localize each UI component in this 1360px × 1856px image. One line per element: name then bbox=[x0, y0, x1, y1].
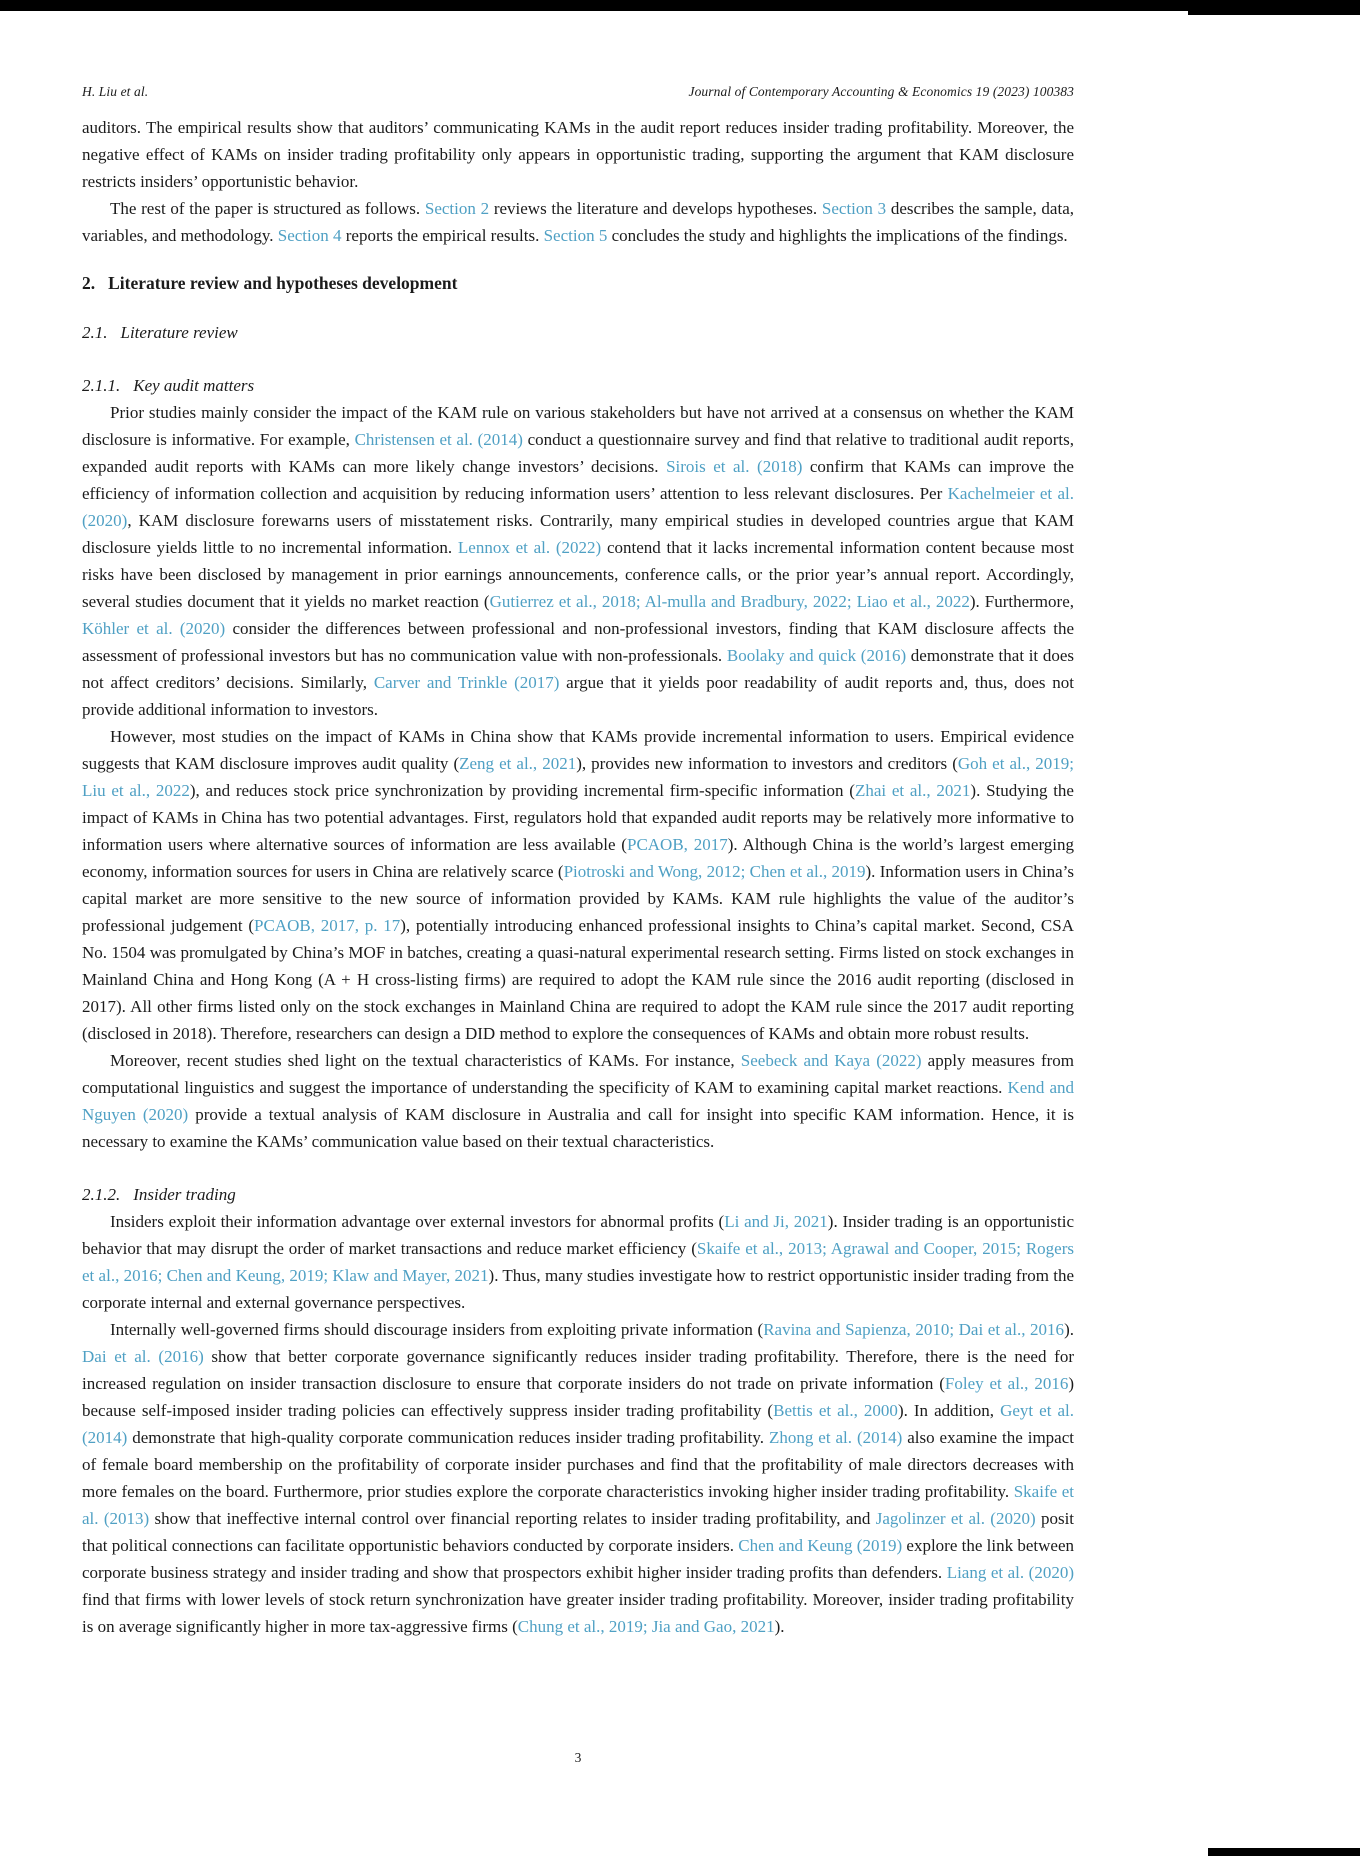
subsubsection-title: Insider trading bbox=[133, 1185, 236, 1204]
text-run: Internally well-governed firms should discourage insiders from exploiting private information ( bbox=[110, 1320, 764, 1339]
section-number: 2. bbox=[82, 273, 96, 293]
scan-artifact-top-bar bbox=[0, 0, 1360, 11]
citation-link[interactable]: Liang et al. (2020) bbox=[946, 1563, 1074, 1582]
text-run: confirm that KAMs can improve the efficiency of information collection and acquisition by reducing information users’ attention to less relevant disclosures. Per bbox=[82, 457, 1074, 503]
citation-link[interactable]: Goh et al., 2019; Liu et al., 2022 bbox=[82, 754, 1075, 800]
citation-link[interactable]: Dai et al. (2016) bbox=[82, 1347, 204, 1366]
citation-link[interactable]: Chung et al., 2019; Jia and Gao, 2021 bbox=[517, 1617, 775, 1636]
paragraph bbox=[82, 114, 1074, 195]
text-run: describes the sample, data, variables, and methodology. bbox=[82, 199, 1074, 245]
paragraph bbox=[82, 723, 1074, 1047]
text-run: show that ineffective internal control over financial reporting relates to insider trading profitability, and bbox=[149, 1509, 876, 1528]
paragraph bbox=[82, 195, 1074, 249]
citation-link[interactable]: PCAOB, 2017, p. 17 bbox=[254, 916, 401, 935]
citation-link[interactable]: Seebeck and Kaya (2022) bbox=[740, 1051, 922, 1070]
citation-link[interactable]: Zhong et al. (2014) bbox=[768, 1428, 903, 1447]
article-text bbox=[82, 114, 1074, 1640]
scan-artifact-bottom-right-bar bbox=[1208, 1848, 1360, 1856]
running-head-author: H. Liu et al. bbox=[82, 84, 149, 99]
section-link[interactable]: Section 3 bbox=[821, 199, 887, 218]
subsection-number: 2.1. bbox=[82, 323, 108, 342]
section-title: Literature review and hypotheses development bbox=[108, 273, 458, 293]
citation-link[interactable]: Sirois et al. (2018) bbox=[666, 457, 803, 476]
text-run: ) because self-imposed insider trading policies can effectively suppress insider trading profitability ( bbox=[82, 1374, 1074, 1420]
section-heading bbox=[82, 270, 1074, 297]
text-run: Prior studies mainly consider the impact of the KAM rule on various stakeholders but have not arrived at a consensus on whether the KAM disclosure is informative. For example, bbox=[82, 403, 1074, 449]
text-run: posit that political connections can facilitate opportunistic behaviors conducted by corporate insiders. bbox=[82, 1509, 1075, 1555]
citation-link[interactable]: Jagolinzer et al. (2020) bbox=[875, 1509, 1036, 1528]
section-link[interactable]: Section 2 bbox=[424, 199, 490, 218]
citation-link[interactable]: Kend and Nguyen (2020) bbox=[82, 1078, 1074, 1124]
running-head-journal: Journal of Contemporary Accounting & Economics 19 (2023) 100383 bbox=[688, 84, 1074, 99]
citation-link[interactable]: Carver and Trinkle (2017) bbox=[373, 673, 560, 692]
text-run: reports the empirical results. bbox=[341, 226, 544, 245]
citation-link[interactable]: Skaife et al. (2013) bbox=[82, 1482, 1074, 1528]
running-head bbox=[82, 84, 1074, 100]
subsubsection-heading bbox=[82, 372, 1074, 399]
text-run: ). Furthermore, bbox=[969, 592, 1074, 611]
subsubsection-number: 2.1.2. bbox=[82, 1185, 121, 1204]
text-run: contend that it lacks incremental information content because most risks have been disclosed by management in prior earnings announcements, conference calls, or the prior year’s annual report. Accordingly, several studies document that it yields no market reaction ( bbox=[82, 538, 1075, 611]
subsection-title: Literature review bbox=[120, 323, 238, 342]
text-run: However, most studies on the impact of KAMs in China show that KAMs provide incremental information to users. Empirical evidence suggests that KAM disclosure improves audit quality ( bbox=[82, 727, 1074, 773]
text-run: ). Although China is the world’s largest emerging economy, information sources for users in China are relatively scarce ( bbox=[82, 835, 1075, 881]
text-run: consider the differences between professional and non-professional investors, finding that KAM disclosure affects the assessment of professional investors but has no communication value with non-professionals. bbox=[82, 619, 1074, 665]
subsubsection-title: Key audit matters bbox=[133, 376, 255, 395]
text-run: Insiders exploit their information advantage over external investors for abnormal profits ( bbox=[110, 1212, 725, 1231]
text-run: The rest of the paper is structured as follows. bbox=[110, 199, 425, 218]
text-run: concludes the study and highlights the implications of the findings. bbox=[607, 226, 1068, 245]
citation-link[interactable]: Ravina and Sapienza, 2010; Dai et al., 2016 bbox=[763, 1320, 1065, 1339]
text-run: ), provides new information to investors and creditors ( bbox=[576, 754, 958, 773]
citation-link[interactable]: Boolaky and quick (2016) bbox=[726, 646, 907, 665]
text-run: demonstrate that it does not affect creditors’ decisions. Similarly, bbox=[82, 646, 1074, 692]
citation-link[interactable]: Christensen et al. (2014) bbox=[354, 430, 523, 449]
citation-link[interactable]: PCAOB, 2017 bbox=[626, 835, 728, 854]
citation-link[interactable]: Skaife et al., 2013; Agrawal and Cooper, 2015; Rogers et al., 2016; Chen and Keung, 2019; Klaw and Mayer, 2021 bbox=[82, 1239, 1075, 1285]
text-run: auditors. The empirical results show that auditors’ communicating KAMs in the audit report reduces insider trading profitability. Moreover, the negative effect of KAMs on insider trading profitability only appears in opportunistic trading, supporting the argument that KAM disclosure restricts insiders’ opportunistic behavior. bbox=[82, 118, 1074, 191]
subsubsection-number: 2.1.1. bbox=[82, 376, 121, 395]
citation-link[interactable]: Gutierrez et al., 2018; Al-mulla and Bradbury, 2022; Liao et al., 2022 bbox=[489, 592, 970, 611]
citation-link[interactable]: Chen and Keung (2019) bbox=[738, 1536, 903, 1555]
citation-link[interactable]: Li and Ji, 2021 bbox=[724, 1212, 828, 1231]
subsubsection-heading bbox=[82, 1181, 1074, 1208]
paragraph bbox=[82, 399, 1074, 723]
text-run: ), and reduces stock price synchronization by providing incremental firm-specific information ( bbox=[189, 781, 855, 800]
text-run: conduct a questionnaire survey and find that relative to traditional audit reports, expanded audit reports with KAMs can more likely change investors’ decisions. bbox=[82, 430, 1074, 476]
paragraph bbox=[82, 1316, 1074, 1640]
text-run: also examine the impact of female board membership on the profitability of corporate insider purchases and find that the profitability of male directors decreases with more females on the board. Furthermore, prior studies explore the corporate characteristics invoking higher insider trading profitability. bbox=[82, 1428, 1074, 1501]
text-run: apply measures from computational linguistics and suggest the importance of understanding the specificity of KAM to examining capital market reactions. bbox=[82, 1051, 1074, 1097]
text-run: reviews the literature and develops hypotheses. bbox=[489, 199, 822, 218]
text-run: ). Information users in China’s capital market are more sensitive to the new source of information provided by KAMs. KAM rule highlights the value of the auditor’s professional judgement ( bbox=[82, 862, 1075, 935]
citation-link[interactable]: Geyt et al. (2014) bbox=[82, 1401, 1074, 1447]
text-run: demonstrate that high-quality corporate communication reduces insider trading profitability. bbox=[127, 1428, 769, 1447]
citation-link[interactable]: Kachelmeier et al. (2020) bbox=[82, 484, 1075, 530]
scan-artifact-top-right-bar bbox=[1188, 0, 1360, 15]
paragraph bbox=[82, 1047, 1074, 1155]
text-run: argue that it yields poor readability of audit reports and, thus, does not provide additional information to investors. bbox=[82, 673, 1074, 719]
citation-link[interactable]: Zhai et al., 2021 bbox=[854, 781, 971, 800]
text-run: ). In addition, bbox=[897, 1401, 1001, 1420]
subsection-heading bbox=[82, 319, 1074, 346]
text-run: provide a textual analysis of KAM disclosure in Australia and call for insight into specific KAM information. Hence, it is necessary to examine the KAMs’ communication value based on their textual characteristics. bbox=[82, 1105, 1074, 1151]
text-run: ). bbox=[1064, 1320, 1074, 1339]
citation-link[interactable]: Zeng et al., 2021 bbox=[459, 754, 577, 773]
text-run: ). bbox=[774, 1617, 785, 1636]
text-run: ). Insider trading is an opportunistic behavior that may disrupt the order of market transactions and reduce market efficiency ( bbox=[82, 1212, 1074, 1258]
citation-link[interactable]: Köhler et al. (2020) bbox=[82, 619, 226, 638]
text-run: find that firms with lower levels of stock return synchronization have greater insider trading profitability. Moreover, insider trading profitability is on average significantly higher in more tax-aggressive firms ( bbox=[82, 1590, 1074, 1636]
citation-link[interactable]: Foley et al., 2016 bbox=[944, 1374, 1069, 1393]
text-run: explore the link between corporate business strategy and insider trading and show that prospectors exhibit higher insider trading profits than defenders. bbox=[82, 1536, 1075, 1582]
citation-link[interactable]: Lennox et al. (2022) bbox=[457, 538, 602, 557]
citation-link[interactable]: Piotroski and Wong, 2012; Chen et al., 2019 bbox=[563, 862, 866, 881]
text-run: show that better corporate governance significantly reduces insider trading profitability. Therefore, there is the need for increased regulation on insider transaction disclosure to ensure that corporate insiders do not trade on private information ( bbox=[82, 1347, 1074, 1393]
page-number: 3 bbox=[574, 1750, 582, 1765]
section-link[interactable]: Section 4 bbox=[277, 226, 342, 245]
text-run: Moreover, recent studies shed light on the textual characteristics of KAMs. For instance, bbox=[110, 1051, 741, 1070]
paragraph bbox=[82, 1208, 1074, 1316]
section-link[interactable]: Section 5 bbox=[543, 226, 608, 245]
text-run: , KAM disclosure forewarns users of misstatement risks. Contrarily, many empirical studies in developed countries argue that KAM disclosure yields little to no incremental information. bbox=[82, 511, 1074, 557]
text-run: ). Thus, many studies investigate how to restrict opportunistic insider trading from the corporate internal and external governance perspectives. bbox=[82, 1266, 1074, 1312]
citation-link[interactable]: Bettis et al., 2000 bbox=[773, 1401, 898, 1420]
text-run: ). Studying the impact of KAMs in China has two potential advantages. First, regulators hold that expanded audit reports may be relatively more informative to information users where alternative sources of information are less available ( bbox=[82, 781, 1074, 854]
text-run: ), potentially introducing enhanced professional insights to China’s capital market. Second, CSA No. 1504 was promulgated by China’s MOF in batches, creating a quasi-natural experimental research setting. Firms listed on stock exchanges in Mainland China and Hong Kong (A + H cross-listing firms) are required to adopt the KAM rule since the 2016 audit reporting (disclosed in 2017). All other firms listed only on the stock exchanges in Mainland China are required to adopt the KAM rule since the 2017 audit reporting (disclosed in 2018). Therefore, researchers can design a DID method to explore the consequences of KAMs and obtain more robust results. bbox=[82, 916, 1074, 1043]
